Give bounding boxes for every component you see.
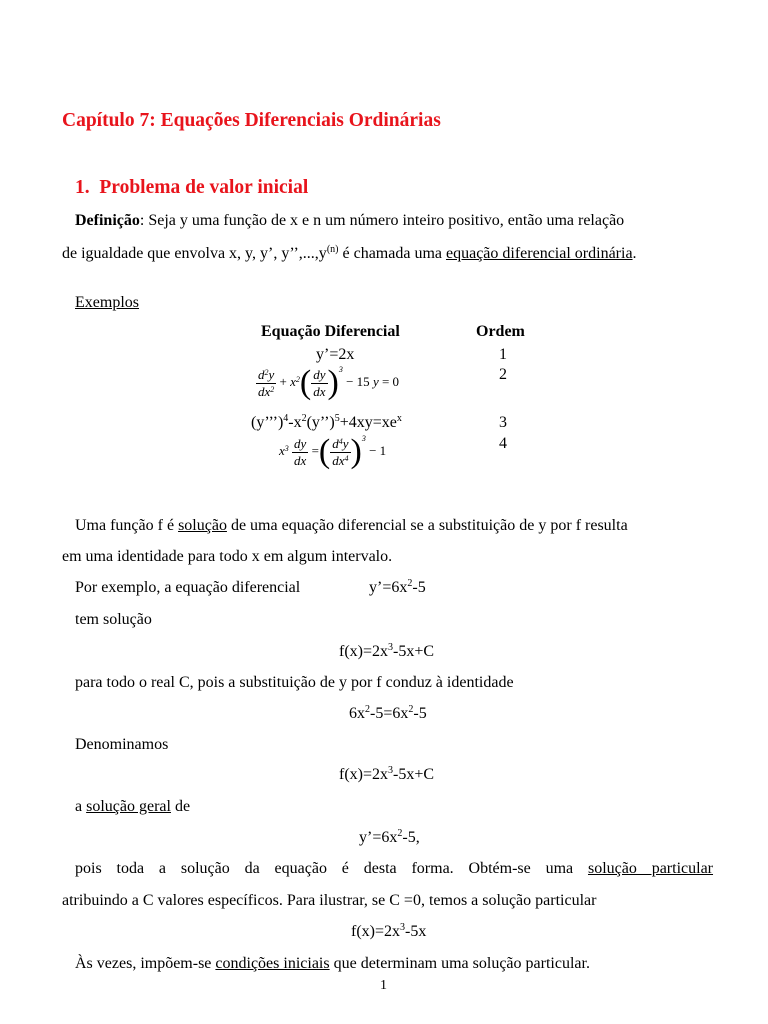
column-header-order: Ordem xyxy=(476,323,525,340)
definition-line-2 xyxy=(62,245,637,263)
definition-text-3: é chamada uma xyxy=(338,245,446,262)
paragraph-solution-line-2: em uma identidade para todo x em algum intervalo. xyxy=(62,548,393,565)
solution-formula-2: $f(x)=2x^3-5x+C$ xyxy=(339,765,435,783)
denominamos-text: Denominamos xyxy=(75,736,169,753)
example-equation: $y’=6x^2-5$ xyxy=(369,578,426,596)
term-solucao-geral: solução geral xyxy=(86,798,171,815)
equation-4: $x^3$ $\frac{dy}{dx}$ =( $\frac{d^4y}{dx^4}$ )$^3$ − 1 xyxy=(279,433,387,470)
identity-formula: $6x^2-5=6x^2-5$ xyxy=(349,704,427,722)
term-solucao-particular: solução particular xyxy=(587,860,714,877)
definition-text: : Seja y uma função de x e n um número inteiro positivo, então uma relação xyxy=(139,212,625,229)
equation-2: $\frac{d^2y}{dx^2}$ + $x^2$( $\frac{dy}{dx}$ )$^3$ − 15 y = 0 xyxy=(258,364,400,401)
paragraph-solution-line-1: Uma função f é solução de uma equação diferencial se a substituição de y por f resulta xyxy=(75,517,628,534)
chapter-title: Capítulo 7: Equações Diferenciais Ordinárias xyxy=(62,110,441,131)
order-2: 2 xyxy=(499,366,507,383)
column-header-equation: Equação Diferencial xyxy=(261,323,400,340)
pois-line: pois toda a solução da equação é desta forma. Obtém-se uma solução particular xyxy=(75,860,714,877)
para-todo-text: para todo o real C, pois a substituição de y por f conduz à identidade xyxy=(75,674,514,691)
definition-text-2: de igualdade que envolva x, y, y’, y’’,...,y xyxy=(62,245,327,262)
order-4: 4 xyxy=(499,435,507,452)
section-title: Problema de valor inicial xyxy=(99,177,309,198)
term-condicoes-iniciais: condições iniciais xyxy=(215,955,330,972)
section-heading xyxy=(75,177,308,199)
solution-formula-1: $f(x)=2x^3-5x+C$ xyxy=(339,642,435,660)
superscript: (n) xyxy=(326,244,339,255)
page-number: 1 xyxy=(380,978,387,993)
term-solucao: solução xyxy=(178,517,227,534)
order-1: 1 xyxy=(499,346,507,363)
section-number: 1. xyxy=(75,177,90,198)
tem-solucao-text: tem solução xyxy=(75,611,152,628)
solucao-geral-line: a solução geral de xyxy=(75,798,191,815)
equation-1: y’=2x xyxy=(316,346,355,363)
as-vezes-line: Às vezes, impõem-se condições iniciais que determinam uma solução particular. xyxy=(75,955,590,972)
definition-label: Definição xyxy=(75,212,140,229)
definition-period: . xyxy=(632,245,637,262)
equation-3: $(y’’’)^4-x^2(y’’)^5+4xy=xe^x$ xyxy=(251,413,402,431)
equation-again: $y’=6x^2-5$, xyxy=(359,828,420,846)
example-line: Por exemplo, a equação diferencial xyxy=(75,579,301,596)
term-edo: equação diferencial ordinária xyxy=(445,245,633,262)
definition-line-1 xyxy=(75,212,624,230)
examples-heading: Exemplos xyxy=(75,294,139,311)
atribuindo-line: atribuindo a C valores específicos. Para ilustrar, se C =0, temos a solução particular xyxy=(62,892,597,909)
order-3: 3 xyxy=(499,414,507,431)
solution-formula-3: $f(x)=2x^3-5x$ xyxy=(351,922,427,940)
